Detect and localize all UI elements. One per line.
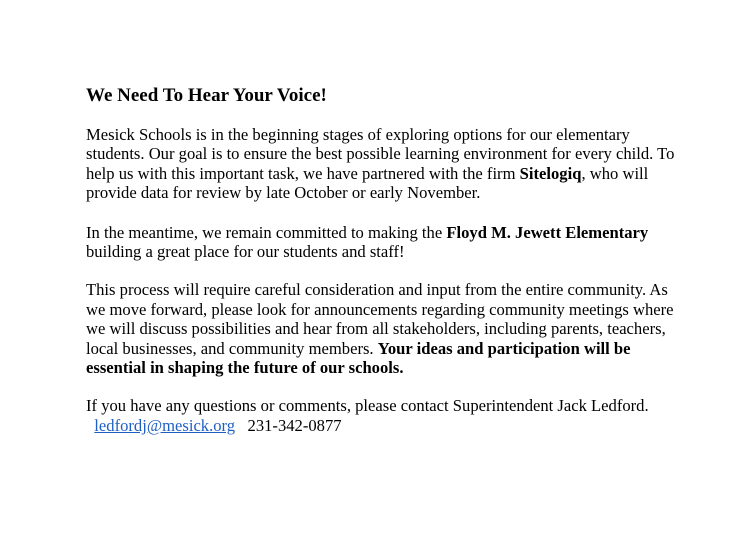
page-title: We Need To Hear Your Voice! <box>86 85 327 106</box>
school-name: Floyd M. Jewett Elementary <box>446 222 649 242</box>
paragraph-intro <box>86 125 686 203</box>
phone-number: 231-342-0877 <box>247 415 342 435</box>
firm-name: Sitelogiq <box>519 163 582 183</box>
paragraph-contact <box>86 396 686 435</box>
intro-text-end: , who will provide data for review by late October or early November. <box>86 163 649 203</box>
intro-text-start: Mesick Schools is in the beginning stages of exploring options for our elementary students. Our goal is to ensure the best possible learning environment for every child. To help us with this important task, we have partnered with the firm <box>86 125 675 183</box>
commitment-text-end: building a great place for our students and staff! <box>86 242 405 262</box>
process-text: This process will require careful consideration and input from the entire community. As we move forward, please look for announcements regarding community meetings where we will discuss possibilities and hear from all stakeholders, including parents, teachers, local businesses, and community members. <box>86 280 674 358</box>
process-emphasis: Your ideas and participation will be essential in shaping the future of our schools. <box>86 338 631 378</box>
email-link[interactable]: ledfordj@mesick.org <box>94 415 236 435</box>
document-page <box>86 84 686 435</box>
paragraph-process <box>86 280 686 377</box>
commitment-text-start: In the meantime, we remain committed to making the <box>86 222 447 242</box>
contact-text: If you have any questions or comments, please contact Superintendent Jack Ledford. <box>86 396 649 416</box>
paragraph-commitment <box>86 223 686 262</box>
